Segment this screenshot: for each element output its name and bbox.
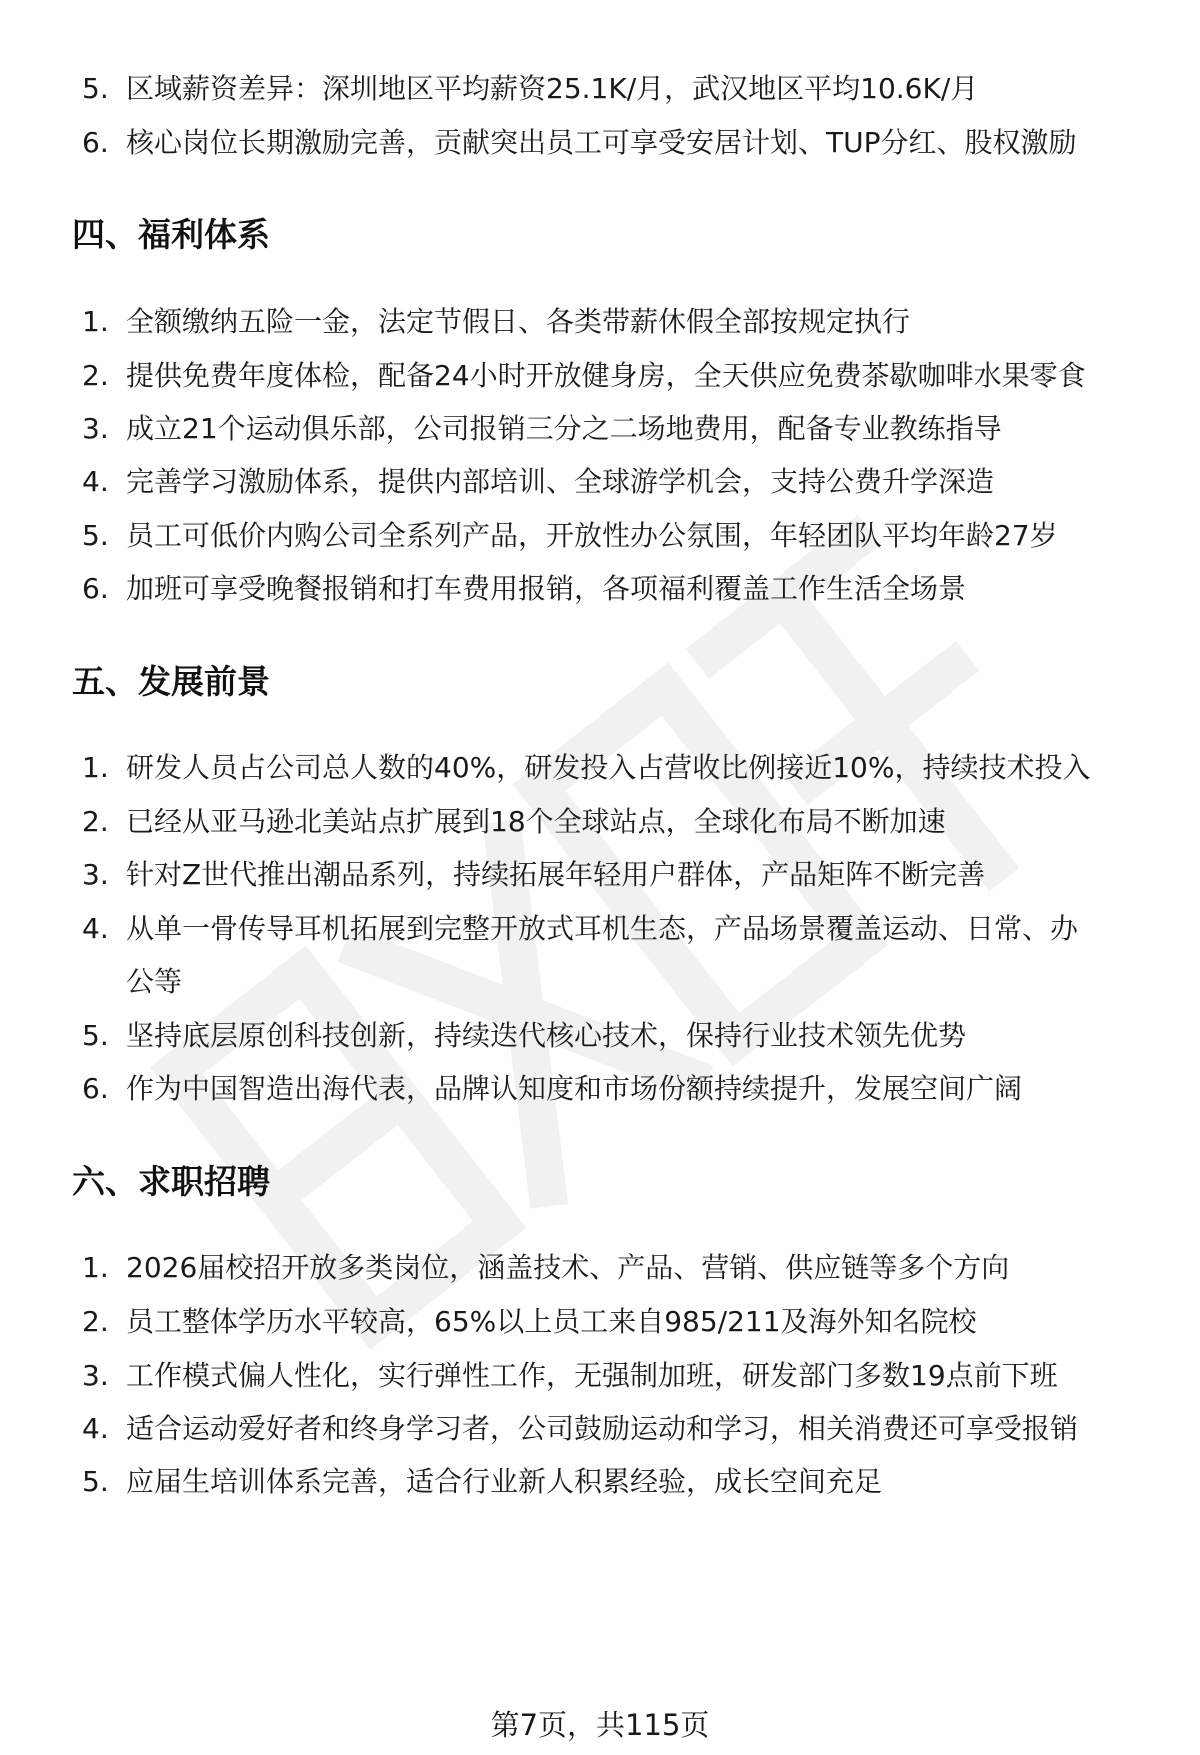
item-number: 2. xyxy=(82,359,109,392)
page-number: 第7页，共115页 xyxy=(490,1708,710,1742)
item-text: 完善学习激励体系，提供内部培训、全球游学机会，支持公费升学深造 xyxy=(126,465,995,498)
item-text-continuation: 公等 xyxy=(126,965,183,998)
item-number: 1. xyxy=(82,751,109,784)
item-text: 针对Z世代推出潮品系列，持续拓展年轻用户群体，产品矩阵不断完善 xyxy=(126,858,986,891)
item-text: 工作模式偏人性化，实行弹性工作，无强制加班，研发部门多数19点前下班 xyxy=(126,1359,1058,1392)
item-number: 4. xyxy=(82,1412,109,1445)
item-text: 已经从亚马逊北美站点扩展到18个全球站点，全球化布局不断加速 xyxy=(126,805,946,838)
item-number: 6. xyxy=(82,1072,109,1105)
item-number: 6. xyxy=(82,126,109,159)
item-number: 2. xyxy=(82,805,109,838)
section-heading: 六、求职招聘 xyxy=(72,1162,270,1201)
section-heading: 四、福利体系 xyxy=(72,215,270,254)
item-number: 5. xyxy=(82,519,109,552)
item-number: 5. xyxy=(82,1019,109,1052)
item-text: 加班可享受晚餐报销和打车费用报销，各项福利覆盖工作生活全场景 xyxy=(126,572,967,605)
item-text: 区域薪资差异：深圳地区平均薪资25.1K/月，武汉地区平均10.6K/月 xyxy=(126,72,979,105)
item-text: 2026届校招开放多类岗位，涵盖技术、产品、营销、供应链等多个方向 xyxy=(126,1251,1010,1284)
item-number: 3. xyxy=(82,412,109,445)
item-text: 适合运动爱好者和终身学习者，公司鼓励运动和学习，相关消费还可享受报销 xyxy=(126,1412,1079,1445)
item-number: 2. xyxy=(82,1305,109,1338)
item-text: 坚持底层原创科技创新，持续迭代核心技术，保持行业技术领先优势 xyxy=(126,1019,967,1052)
item-text: 从单一骨传导耳机拓展到完整开放式耳机生态，产品场景覆盖运动、日常、办 xyxy=(126,912,1079,945)
item-number: 4. xyxy=(82,912,109,945)
item-number: 1. xyxy=(82,305,109,338)
item-text: 全额缴纳五险一金，法定节假日、各类带薪休假全部按规定执行 xyxy=(126,305,911,338)
item-text: 员工可低价内购公司全系列产品，开放性办公氛围，年轻团队平均年龄27岁 xyxy=(126,519,1058,552)
section-heading: 五、发展前景 xyxy=(72,662,270,701)
item-number: 6. xyxy=(82,572,109,605)
item-text: 核心岗位长期激励完善，贡献突出员工可享受安居计划、TUP分红、股权激励 xyxy=(126,126,1077,159)
item-number: 1. xyxy=(82,1251,109,1284)
item-text: 成立21个运动俱乐部，公司报销三分之二场地费用，配备专业教练指导 xyxy=(126,412,1002,445)
item-number: 3. xyxy=(82,1359,109,1392)
item-text: 研发人员占公司总人数的40%，研发投入占营收比例接近10%，持续技术投入 xyxy=(126,751,1091,784)
item-number: 4. xyxy=(82,465,109,498)
item-text: 员工整体学历水平较高，65%以上员工来自985/211及海外知名院校 xyxy=(126,1305,977,1338)
item-number: 5. xyxy=(82,72,109,105)
item-number: 5. xyxy=(82,1465,109,1498)
item-text: 提供免费年度体检，配备24小时开放健身房，全天供应免费茶歇咖啡水果零食 xyxy=(126,359,1086,392)
item-number: 3. xyxy=(82,858,109,891)
item-text: 作为中国智造出海代表，品牌认知度和市场份额持续提升，发展空间广阔 xyxy=(126,1072,1023,1105)
item-text: 应届生培训体系完善，适合行业新人积累经验，成长空间充足 xyxy=(126,1465,883,1498)
